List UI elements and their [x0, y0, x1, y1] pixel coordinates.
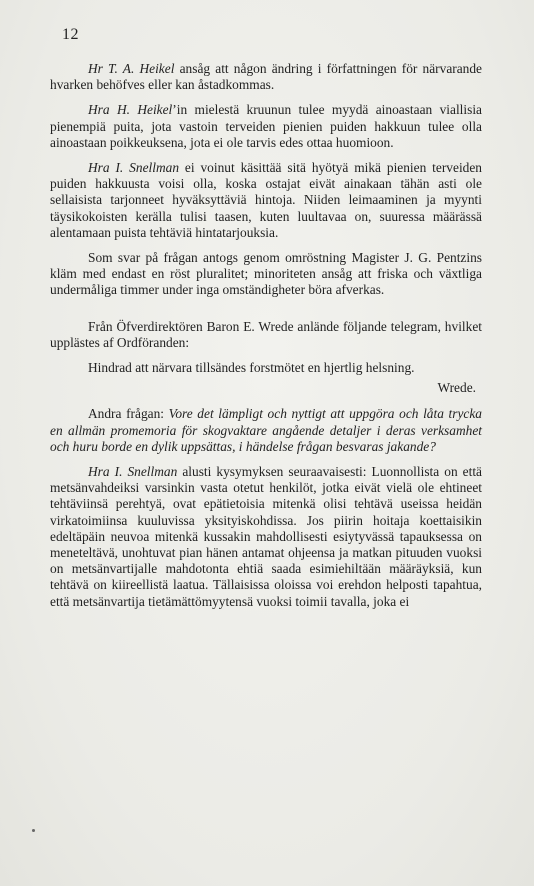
paragraph-second-question: [50, 406, 482, 455]
paragraph-text: alusti kysymyksen seuraavaisesti: Luonnollista on että metsänvahdeiksi varsinkin vasta otetut henkilöt, jotka eivät vielä ole ehtineet tehtäviinsä perehtyä, ovat epätietoisia mitenkä olisi tehtävä useissa heidän virkatoimiinsa kuuluvissa yksityiskohdissa. Jos piirin hoitaja koettaisikin edeltäpäin neuvoa mitenkä kussakin mahdollisesti esiytyvässä tapauksessa on meneteltävä, unohtuvat pian hänen antamat ohjeensa ja matkan pituuden vuoksi on metsänvartijalle mahdotonta ehtiä saada esimiehiltään määräyksiä, kun tehtävä on kiireellistä laatua. Tällaisissa oloissa voi erehdon helposti tapahtua, että metsänvartija tietämättömyytensä vuoksi toimii tavalla, joka ei: [50, 464, 483, 609]
paragraph-text: Hindrad att närvara tillsändes forstmötet en hjertlig helsning.: [88, 360, 415, 376]
paragraph-t-a-heikel: [50, 61, 482, 93]
paragraph-text: Från Öfverdirektören Baron E. Wrede anlände följande telegram, hvilket upplästes af Ordföranden:: [50, 318, 482, 350]
speaker-name: Hra I. Snellman: [88, 160, 180, 176]
ink-speck: [32, 829, 35, 832]
speaker-name: Hr T. A. Heikel: [88, 61, 175, 76]
paragraph-snellman-answer: [50, 464, 482, 610]
paragraph-telegram-text: [50, 360, 482, 376]
paragraph-text: Som svar på frågan antogs genom omröstning Magister J. G. Pentzins kläm med endast en röst pluralitet; minoriteten ansåg att friska och växtliga undermåliga timmer under inga omständigheter böra afverkas.: [50, 250, 482, 298]
paragraph-h-heikel: [50, 102, 482, 151]
question-text: Vore det lämpligt och nyttigt att uppgöra och låta trycka en allmän promemoria för skogvaktare angående detaljer i deras verksamhet och huru borde en dylik uppsättas, i händelse frågan besvaras jakande?: [50, 406, 482, 454]
paragraph-i-snellman: [50, 160, 482, 241]
question-intro: Andra frågan:: [88, 406, 169, 422]
paragraph-text: ’in mielestä kruunun tulee myydä ainoastaan viallisia pienempiä puita, jota vastoin terveiden pienien puiden hakkuun tulee olla ainoastaan poikkeuksena, jota ei ole tarvis edes ottaa huomioon.: [50, 102, 482, 150]
speaker-name: Hra I. Snellman: [88, 464, 178, 480]
telegram-signature: Wrede.: [437, 380, 476, 396]
speaker-name: Hra H. Heikel: [88, 102, 173, 118]
paragraph-telegram-intro: [50, 319, 482, 351]
paragraph-text: ei voinut käsittää sitä hyötyä mikä pienien terveiden puiden hakkuusta voisi olla, koska ostajat eivät ainakaan tähän asti ole sellaisista tarjonneet hyväksyttäviä hintoja. Niiden leimaaminen ja myynti täysikokoisten kerälla tulisi taasen, kuten luultavaa on, suuressa määrässä alentamaan puista tehtäviä hintatarjouksia.: [50, 160, 482, 240]
document-body: [50, 61, 482, 620]
paragraph-vote-result: [50, 250, 482, 299]
paragraph-text: ansåg att någon ändring i författningen för närvarande hvarken behöfves eller kan åstadkommas.: [50, 61, 482, 93]
page-number: 12: [62, 26, 79, 43]
